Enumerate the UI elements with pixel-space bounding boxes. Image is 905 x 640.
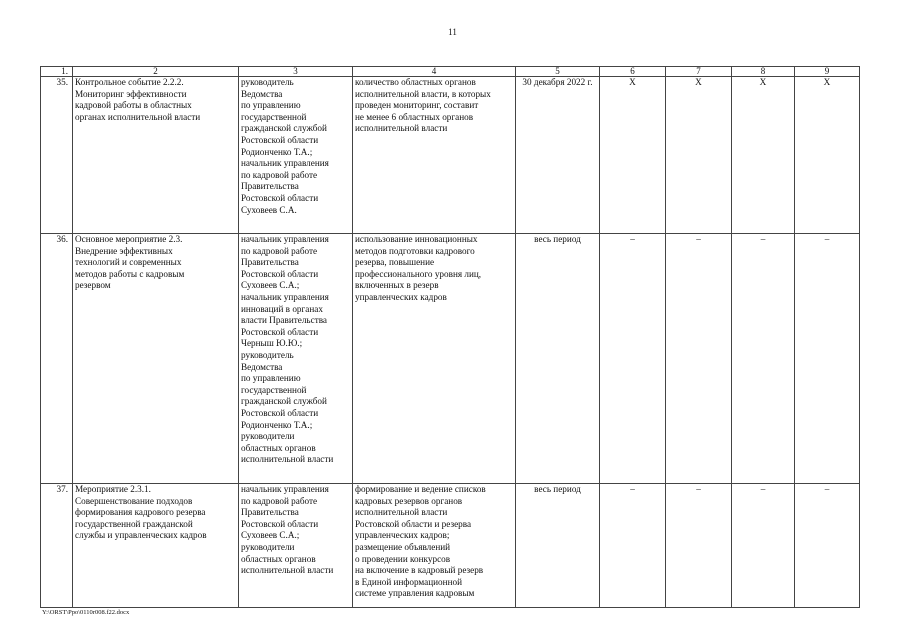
cell-col6: – (600, 234, 666, 484)
row-number: 37. (41, 484, 73, 608)
measures-table (40, 66, 860, 608)
cell-col9: Х (795, 77, 860, 234)
expected-result: использование инновационных методов подготовки кадрового резерва, повышение профессионального уровня лиц, включенных в резерв управленческих кадров (353, 234, 516, 484)
deadline: весь период (516, 484, 600, 608)
header-cell: 4 (353, 67, 516, 77)
header-cell: 9 (795, 67, 860, 77)
cell-col9: – (795, 484, 860, 608)
cell-col7: – (666, 484, 732, 608)
cell-col8: – (732, 484, 795, 608)
header-cell: 7 (666, 67, 732, 77)
page-number: 11 (448, 27, 457, 37)
table-row (41, 234, 860, 484)
responsible-executor: руководитель Ведомства по управлению государственной гражданской службой Ростовской области Родионченко Т.А.; начальник управления по кадровой работе Правительства Ростовской области Суховеев С.А. (239, 77, 353, 234)
table-row (41, 77, 860, 234)
cell-col6: Х (600, 77, 666, 234)
deadline: весь период (516, 234, 600, 484)
expected-result: количество областных органов исполнительной власти, в которых проведен мониторинг, составит не менее 6 областных органов исполнительной власти (353, 77, 516, 234)
header-cell: 5 (516, 67, 600, 77)
cell-col9: – (795, 234, 860, 484)
cell-col6: – (600, 484, 666, 608)
table-header-row (41, 67, 860, 77)
row-number: 35. (41, 77, 73, 234)
row-number: 36. (41, 234, 73, 484)
cell-col8: – (732, 234, 795, 484)
measure-name: Основное мероприятие 2.3. Внедрение эффективных технологий и современных методов работы с кадровым резервом (73, 234, 239, 484)
file-path-footer: Y:\ORST\Ppo\0110r008.f22.docx (42, 609, 130, 616)
cell-col7: – (666, 234, 732, 484)
cell-col7: Х (666, 77, 732, 234)
header-cell: 2 (73, 67, 239, 77)
header-cell: 1. (41, 67, 73, 77)
measure-name: Мероприятие 2.3.1. Совершенствование подходов формирования кадрового резерва государственной гражданской службы и управленческих кадров (73, 484, 239, 608)
header-cell: 8 (732, 67, 795, 77)
responsible-executor: начальник управления по кадровой работе Правительства Ростовской области Суховеев С.А.; руководители областных органов исполнительной власти (239, 484, 353, 608)
expected-result: формирование и ведение списков кадровых резервов органов исполнительной власти Ростовской области и резерва управленческих кадров; размещение объявлений о проведении конкурсов на включение в кадровый резерв в Единой информационной системе управления кадровым (353, 484, 516, 608)
table-row (41, 484, 860, 608)
header-cell: 3 (239, 67, 353, 77)
responsible-executor: начальник управления по кадровой работе Правительства Ростовской области Суховеев С.А.; начальник управления инноваций в органах власти Правительства Ростовской области Черныш Ю.Ю.; руководитель Ведомства по управлению государственной гражданской службой Ростовской области Родионченко Т.А.; руководители областных органов исполнительной власти (239, 234, 353, 484)
header-cell: 6 (600, 67, 666, 77)
deadline: 30 декабря 2022 г. (516, 77, 600, 234)
cell-col8: Х (732, 77, 795, 234)
measure-name: Контрольное событие 2.2.2. Мониторинг эффективности кадровой работы в областных органах исполнительной власти (73, 77, 239, 234)
